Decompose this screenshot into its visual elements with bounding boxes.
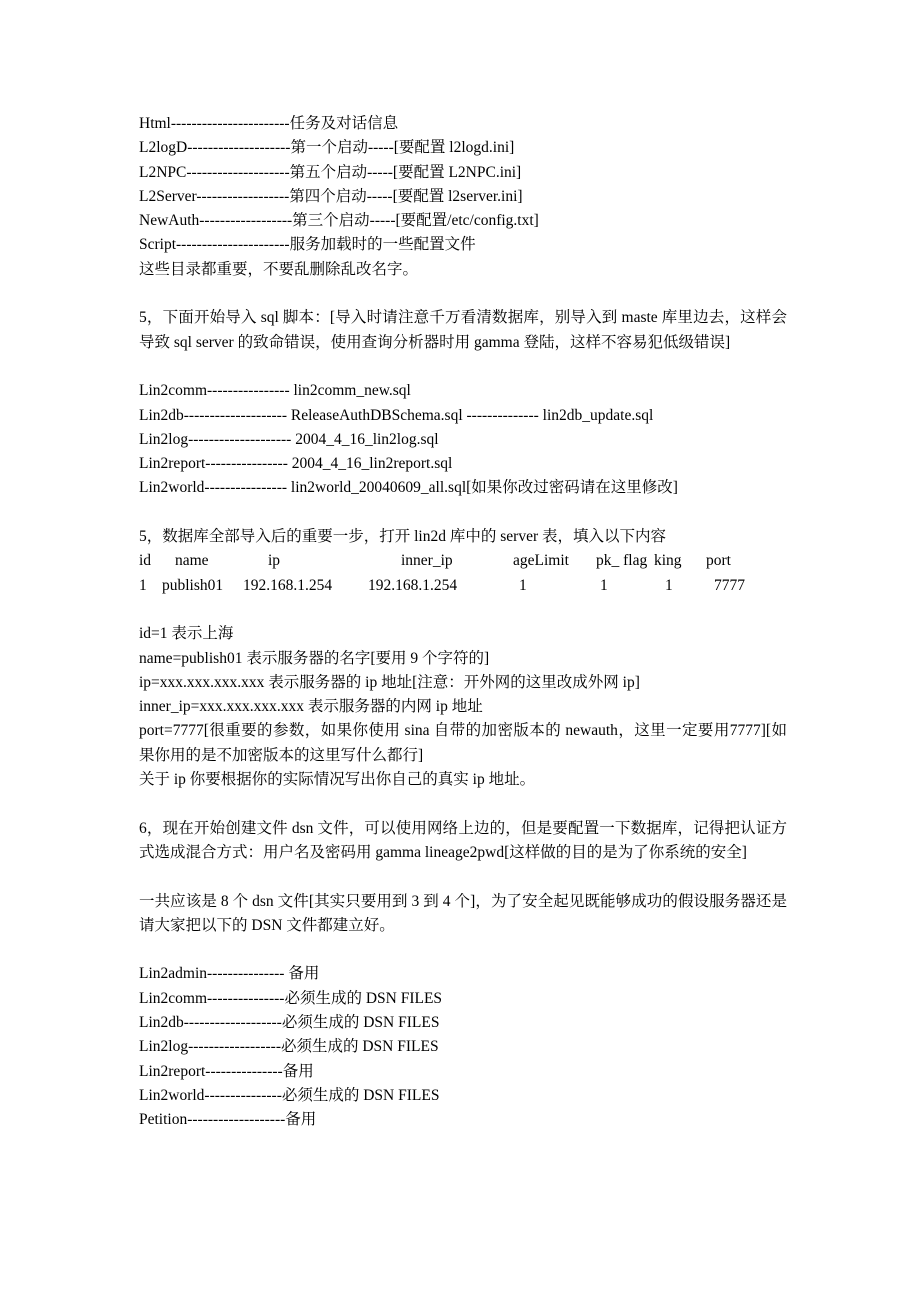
field-note-line: inner_ip=xxx.xxx.xxx.xxx 表示服务器的内网 ip 地址 xyxy=(139,698,483,716)
dsn-file-line: Lin2db-------------------必须生成的 DSN FILES xyxy=(139,1013,440,1031)
dsn-file-line: Lin2comm---------------必须生成的 DSN FILES xyxy=(139,989,443,1007)
dsn-file-list xyxy=(139,962,787,1132)
dsn-file-line: Lin2world---------------必须生成的 DSN FILES xyxy=(139,1086,440,1104)
step5-import-paragraph: 5，下面开始导入 sql 脚本：[导入时请注意千万看清数据库，别导入到 maste 库里边去，这样会导致 sql server 的致命错误，使用查询分析器时用 gamma 登陆，这样不容易犯低级错误] xyxy=(139,309,787,351)
field-note-line: ip=xxx.xxx.xxx.xxx 表示服务器的 ip 地址[注意：开外网的这里改成外网 ip] xyxy=(139,673,640,691)
directory-line: Html-----------------------任务及对话信息 xyxy=(139,115,399,132)
directory-warning: 这些目录都重要，不要乱删除乱改名字。 xyxy=(139,260,419,278)
field-note-line: name=publish01 表示服务器的名字[要用 9 个字符的] xyxy=(139,649,490,667)
field-note-line: id=1 表示上海 xyxy=(139,625,234,643)
dsn-file-line: Petition-------------------备用 xyxy=(139,1111,317,1129)
sql-file-line: Lin2report---------------- 2004_4_16_lin2report.sql xyxy=(139,455,453,473)
dsn-file-line: Lin2admin--------------- 备用 xyxy=(139,965,320,983)
cell-id: 1 xyxy=(139,576,147,594)
dsn-file-line: Lin2log------------------必须生成的 DSN FILES xyxy=(139,1038,439,1056)
sql-file-line: Lin2db-------------------- ReleaseAuthDBSchema.sql -------------- lin2db_update.sql xyxy=(139,406,654,424)
cell-name: publish01 xyxy=(162,576,224,594)
directory-line: L2logD--------------------第一个启动-----[要配置 l2logd.ini] xyxy=(139,139,515,157)
step5-server-heading: 5，数据库全部导入后的重要一步，打开 lin2d 库中的 server 表，填入以下内容 xyxy=(139,528,666,546)
cell-inner-ip: 192.168.1.254 xyxy=(368,576,458,594)
directory-line: NewAuth------------------第三个启动-----[要配置/etc/config.txt] xyxy=(139,212,539,230)
sql-file-line: Lin2world---------------- lin2world_20040609_all.sql[如果你改过密码请在这里修改] xyxy=(139,479,678,497)
field-notes xyxy=(139,622,787,792)
sql-file-list xyxy=(139,379,787,500)
server-table-row xyxy=(139,574,787,598)
server-table-header xyxy=(139,549,787,573)
sql-file-line: Lin2comm---------------- lin2comm_new.sql xyxy=(139,382,411,400)
cell-ip: 192.168.1.254 xyxy=(243,576,333,594)
cell-port: 7777 xyxy=(714,576,745,594)
cell-king: 1 xyxy=(665,576,673,594)
header-age-limit: ageLimit xyxy=(513,552,569,570)
header-king: king xyxy=(654,552,682,570)
header-id: id xyxy=(139,552,152,570)
header-name: name xyxy=(175,552,209,570)
port-note: port=7777[很重要的参数，如果你使用 sina 自带的加密版本的 newauth，这里一定要用7777][如果你用的是不加密版本的这里写什么都行] xyxy=(139,722,787,764)
cell-pk-flag: 1 xyxy=(600,576,608,594)
document-body xyxy=(139,112,787,1132)
header-inner-ip: inner_ip xyxy=(401,552,453,570)
step6-paragraph: 6，现在开始创建文件 dsn 文件，可以使用网络上边的，但是要配置一下数据库，记得把认证方式选成混合方式：用户名及密码用 gamma lineage2pwd[这样做的目的是为了你系统的安全] xyxy=(139,819,787,861)
directory-list xyxy=(139,112,787,282)
ip-note: 关于 ip 你要根据你的实际情况写出你自己的真实 ip 地址。 xyxy=(139,771,536,789)
dsn-intro-paragraph: 一共应该是 8 个 dsn 文件[其实只要用到 3 到 4 个]，为了安全起见既能够成功的假设服务器还是请大家把以下的 DSN 文件都建立好。 xyxy=(139,892,787,934)
header-pk-flag: pk_ flag xyxy=(596,552,648,570)
cell-age-limit: 1 xyxy=(519,576,527,594)
directory-line: L2NPC--------------------第五个启动-----[要配置 L2NPC.ini] xyxy=(139,163,522,181)
directory-line: Script----------------------服务加载时的一些配置文件 xyxy=(139,236,476,254)
sql-file-line: Lin2log-------------------- 2004_4_16_lin2log.sql xyxy=(139,430,439,448)
directory-line: L2Server------------------第四个启动-----[要配置 l2server.ini] xyxy=(139,187,523,205)
header-port: port xyxy=(706,552,731,570)
dsn-file-line: Lin2report---------------备用 xyxy=(139,1062,314,1080)
header-ip: ip xyxy=(268,552,281,570)
